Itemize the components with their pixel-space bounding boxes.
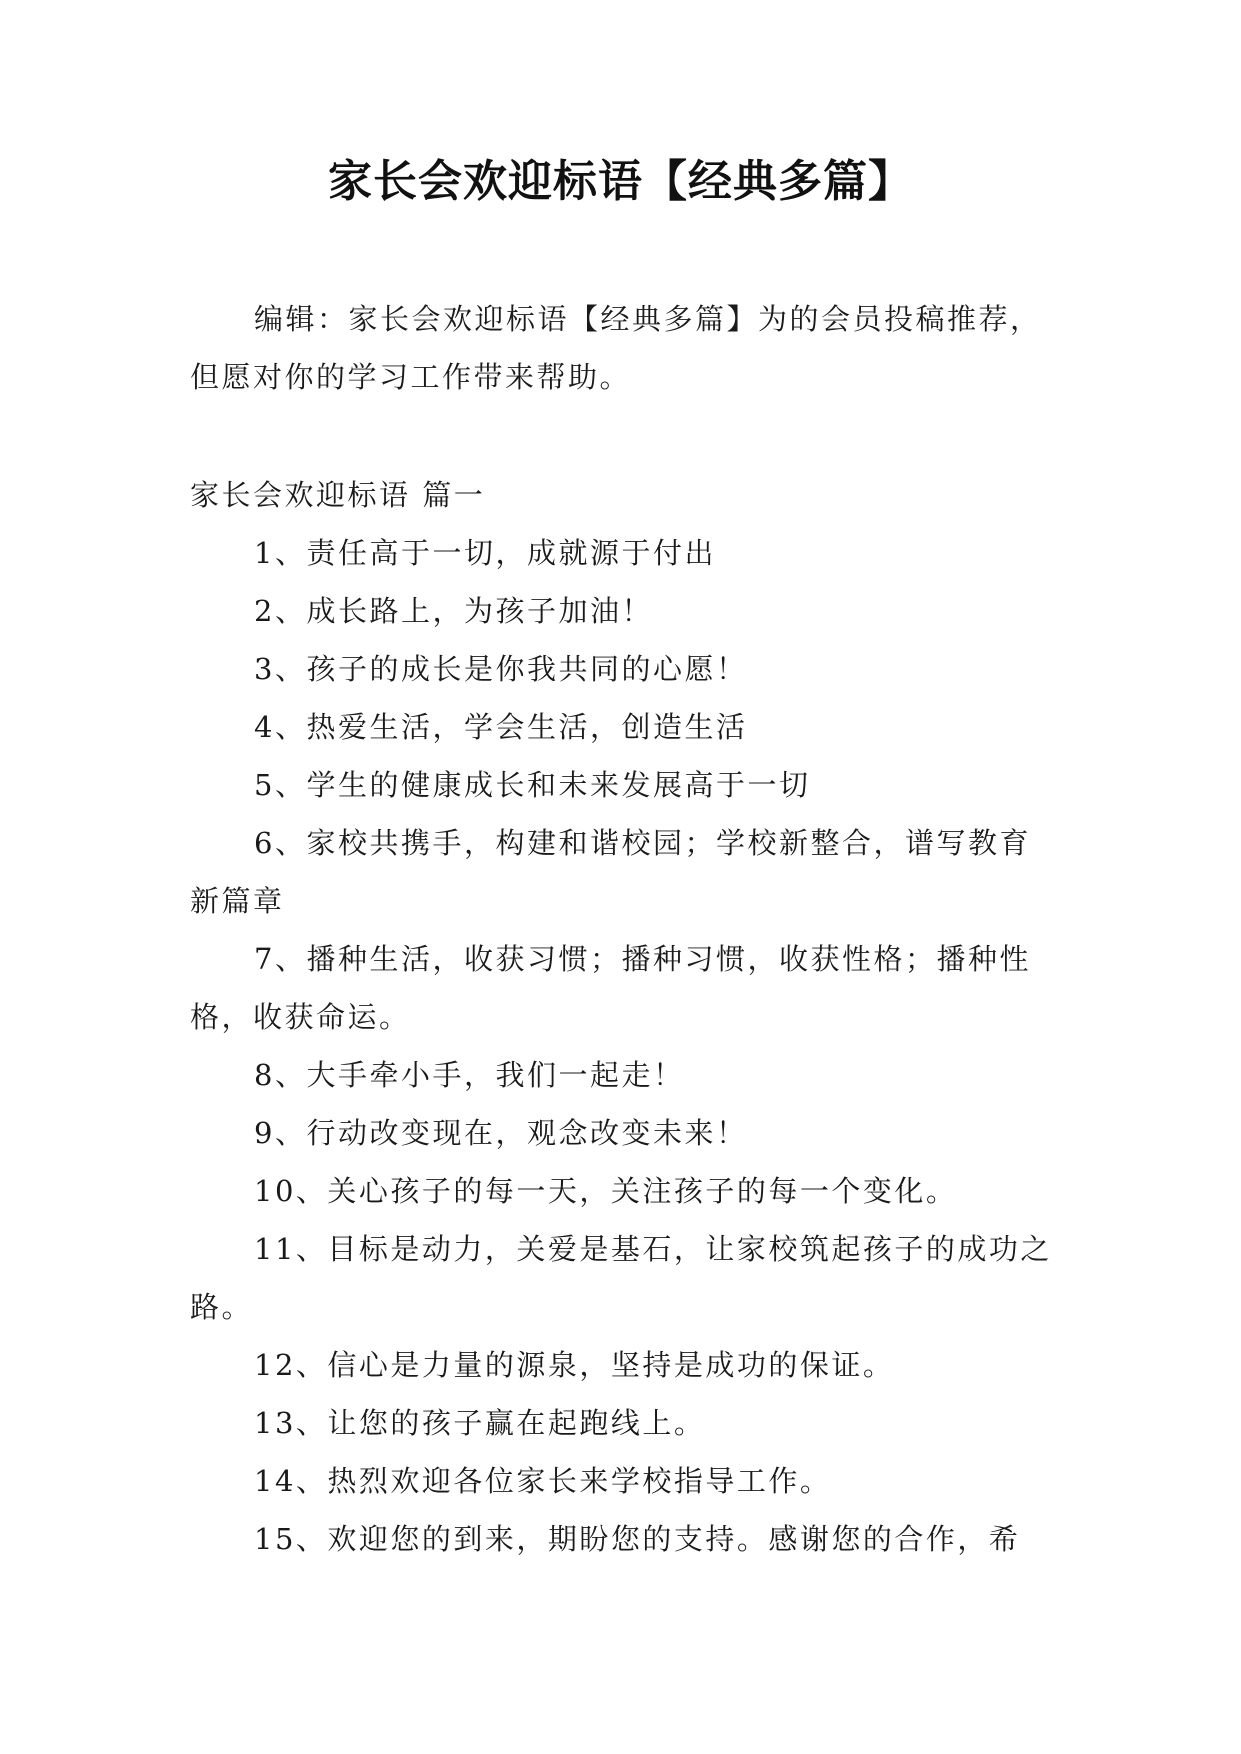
list-item: 12、信心是力量的源泉，坚持是成功的保证。 — [254, 1348, 895, 1382]
list-item: 2、成长路上，为孩子加油！ — [254, 594, 653, 628]
list-item: 7、播种生活，收获习惯；播种习惯，收获性格；播种性格，收获命运。 — [190, 942, 1031, 1034]
document-body — [190, 290, 1052, 1568]
list-item: 9、行动改变现在，观念改变未来！ — [254, 1116, 748, 1150]
list-item: 3、孩子的成长是你我共同的心愿！ — [254, 652, 748, 686]
list-item: 14、热烈欢迎各位家长来学校指导工作。 — [254, 1464, 832, 1498]
document-title: 家长会欢迎标语【经典多篇】 — [328, 156, 913, 207]
list-item: 10、关心孩子的每一天，关注孩子的每一个变化。 — [254, 1174, 958, 1208]
list-item: 6、家校共携手，构建和谐校园；学校新整合，谱写教育新篇章 — [190, 826, 1031, 918]
list-item: 15、欢迎您的到来，期盼您的支持。感谢您的合作，希 — [254, 1522, 1021, 1556]
intro-paragraph: 编辑：家长会欢迎标语【经典多篇】为的会员投稿推荐，但愿对你的学习工作带来帮助。 — [190, 302, 1042, 394]
section-heading: 家长会欢迎标语 篇一 — [190, 478, 486, 512]
list-item: 13、让您的孩子赢在起跑线上。 — [254, 1406, 706, 1440]
list-item: 4、热爱生活，学会生活，创造生活 — [254, 710, 748, 744]
list-item: 8、大手牵小手，我们一起走！ — [254, 1058, 685, 1092]
list-item: 11、目标是动力，关爱是基石，让家校筑起孩子的成功之路。 — [190, 1232, 1052, 1324]
list-item: 5、学生的健康成长和未来发展高于一切 — [254, 768, 811, 802]
list-item: 1、责任高于一切，成就源于付出 — [254, 536, 716, 570]
